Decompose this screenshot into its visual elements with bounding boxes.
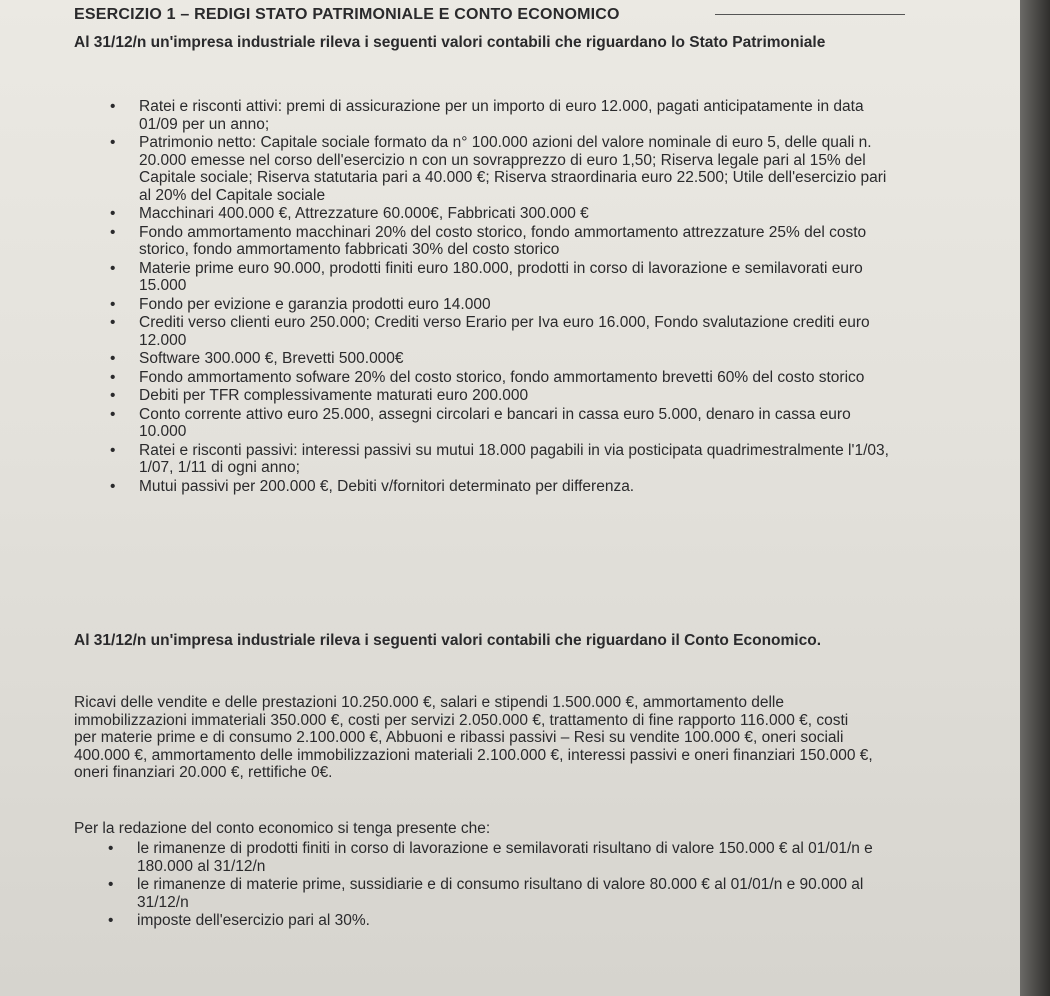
exercise-title: ESERCIZIO 1 – REDIGI STATO PATRIMONIALE E CONTO ECONOMICO <box>74 6 620 23</box>
list-item: • imposte dell'esercizio pari al 30%. <box>108 912 878 930</box>
stato-patrimoniale-intro: Al 31/12/n un'impresa industriale rileva i seguenti valori contabili che riguardano lo Stato Patrimoniale <box>74 34 826 51</box>
page-edge-shadow <box>1020 0 1050 996</box>
list-item: • Debiti per TFR complessivamente maturati euro 200.000 <box>110 387 900 405</box>
list-item: • Crediti verso clienti euro 250.000; Crediti verso Erario per Iva euro 16.000, Fondo svalutazione crediti euro 12.000 <box>110 314 900 349</box>
list-item: • Ratei e risconti passivi: interessi passivi su mutui 18.000 pagabili in via posticipata quadrimestralmente l'1/03, 1/07, 1/11 di ogni anno; <box>110 442 900 477</box>
header-rule <box>715 14 905 15</box>
list-item: • Ratei e risconti attivi: premi di assicurazione per un importo di euro 12.000, pagati anticipatamente in data 01/09 per un anno; <box>110 98 900 133</box>
conto-economico-values: Ricavi delle vendite e delle prestazioni 10.250.000 €, salari e stipendi 1.500.000 €, ammortamento delle immobilizzazioni immateriali 350.000 €, costi per servizi 2.050.000 €, trattamento di fine rapporto 116.000 €, costi per materie prime e di consumo 2.100.000 €, Abbuoni e ribassi passivi – Resi su vendite 100.000 €, oneri sociali 400.000 €, ammortamento delle immobilizzazioni materiali 2.100.000 €, interessi passivi e oneri finanziari 150.000 €, oneri finanziari 20.000 €, rettifiche 0€. <box>74 694 873 781</box>
list-item: • Materie prime euro 90.000, prodotti finiti euro 180.000, prodotti in corso di lavorazione e semilavorati euro 15.000 <box>110 260 900 295</box>
list-item: • le rimanenze di materie prime, sussidiarie e di consumo risultano di valore 80.000 € al 01/01/n e 90.000 al 31/12/n <box>108 876 878 911</box>
conto-economico-intro: Al 31/12/n un'impresa industriale rileva i seguenti valori contabili che riguardano il Conto Economico. <box>74 632 821 649</box>
list-item: • Software 300.000 €, Brevetti 500.000€ <box>110 350 900 368</box>
list-item: • le rimanenze di prodotti finiti in corso di lavorazione e semilavorati risultano di valore 150.000 € al 01/01/n e 180.000 al 31/12/n <box>108 840 878 875</box>
notes-list <box>108 840 878 931</box>
list-item: • Macchinari 400.000 €, Attrezzature 60.000€, Fabbricati 300.000 € <box>110 205 900 223</box>
list-item: • Conto corrente attivo euro 25.000, assegni circolari e bancari in cassa euro 5.000, denaro in cassa euro 10.000 <box>110 406 900 441</box>
list-item: • Fondo ammortamento macchinari 20% del costo storico, fondo ammortamento attrezzature 25% del costo storico, fondo ammortamento fabbricati 30% del costo storico <box>110 224 900 259</box>
list-item: • Fondo per evizione e garanzia prodotti euro 14.000 <box>110 296 900 314</box>
list-item: • Fondo ammortamento sofware 20% del costo storico, fondo ammortamento brevetti 60% del costo storico <box>110 369 900 387</box>
list-item: • Patrimonio netto: Capitale sociale formato da n° 100.000 azioni del valore nominale di euro 5, delle quali n. 20.000 emesse nel corso dell'esercizio n con un sovrapprezzo di euro 1,50; Riserva legale pari al 15% del Capitale sociale; Riserva statutaria pari a 40.000 €; Riserva straordinaria euro 22.500; Utile dell'esercizio pari al 20% del Capitale sociale <box>110 134 900 204</box>
list-item: • Mutui passivi per 200.000 €, Debiti v/fornitori determinato per differenza. <box>110 478 900 496</box>
stato-patrimoniale-list <box>110 98 900 496</box>
notes-intro: Per la redazione del conto economico si tenga presente che: <box>74 820 491 837</box>
